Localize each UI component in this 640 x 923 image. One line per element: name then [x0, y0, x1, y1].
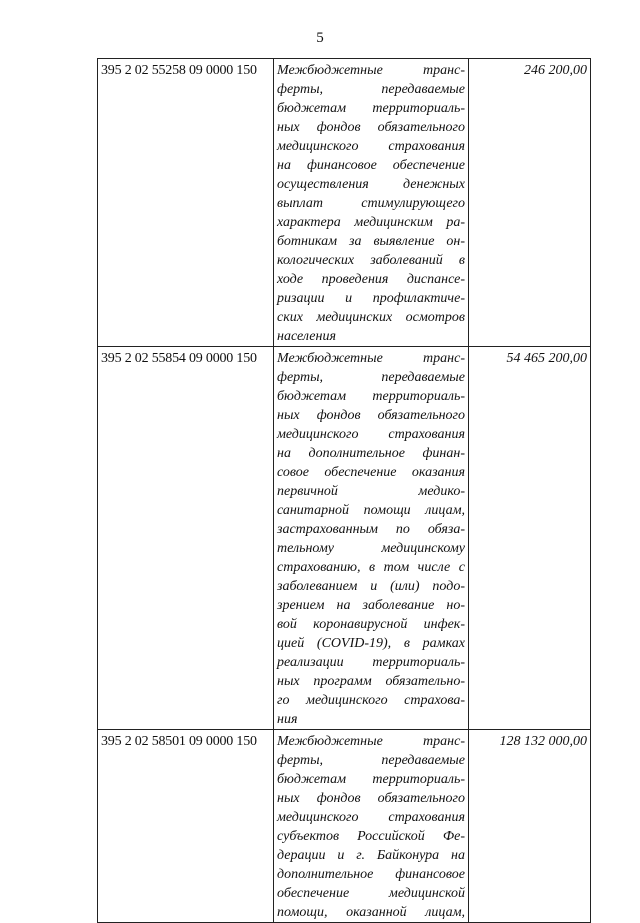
description-line: го медицинского страхова- — [277, 693, 465, 708]
description-line: обеспечение медицинской — [277, 886, 465, 901]
description-line: на дополнительное финан- — [277, 446, 465, 461]
description-line: ных программ обязательно- — [277, 674, 465, 689]
description-line: зрением на заболевание но- — [277, 598, 465, 613]
table-row — [98, 59, 591, 347]
description-line: выплат стимулирующего — [277, 196, 465, 211]
description-line: дерации и г. Байконура на — [277, 848, 465, 863]
description-line: ных фондов обязательного — [277, 791, 465, 806]
description-line: цией (COVID-19), в рамках — [277, 636, 465, 651]
description-line: первичной медико- — [277, 484, 465, 499]
budget-code-cell: 395 2 02 55258 09 0000 150 — [98, 59, 274, 347]
description-line: вой коронавирусной инфек- — [277, 617, 465, 632]
description-line: ходе проведения диспансе- — [277, 272, 465, 287]
description-line: медицинского страхования — [277, 427, 465, 442]
description-line: ферты, передаваемые — [277, 753, 465, 768]
description-line: тельному медицинскому — [277, 541, 465, 556]
budget-code-cell: 395 2 02 58501 09 0000 150 — [98, 730, 274, 923]
amount-cell: 54 465 200,00 — [469, 347, 591, 730]
table-row — [98, 730, 591, 923]
budget-code-cell: 395 2 02 55854 09 0000 150 — [98, 347, 274, 730]
description-line: бюджетам территориаль- — [277, 101, 465, 116]
description-cell — [274, 347, 469, 730]
description-line: ния — [277, 712, 298, 727]
amount-cell: 246 200,00 — [469, 59, 591, 347]
page-number: 5 — [316, 30, 324, 46]
description-line: субъектов Российской Фе- — [277, 829, 465, 844]
description-line: населения — [277, 329, 336, 344]
description-line: Межбюджетные транс- — [277, 351, 465, 366]
description-line: ных фондов обязательного — [277, 408, 465, 423]
description-line: реализации территориаль- — [277, 655, 465, 670]
description-line: бюджетам территориаль- — [277, 389, 465, 404]
description-line: ных фондов обязательного — [277, 120, 465, 135]
description-line: дополнительное финансовое — [277, 867, 465, 882]
budget-table — [97, 58, 591, 923]
table-row — [98, 347, 591, 730]
amount-cell: 128 132 000,00 — [469, 730, 591, 923]
description-cell — [274, 59, 469, 347]
description-line: медицинского страхования — [277, 810, 465, 825]
description-line: медицинского страхования — [277, 139, 465, 154]
description-line: ферты, передаваемые — [277, 370, 465, 385]
description-line: осуществления денежных — [277, 177, 465, 192]
description-line: помощи, оказанной лицам, — [277, 905, 465, 920]
description-line: ферты, передаваемые — [277, 82, 465, 97]
budget-table-body — [98, 59, 591, 923]
description-line: бюджетам территориаль- — [277, 772, 465, 787]
description-cell — [274, 730, 469, 923]
description-line: на финансовое обеспечение — [277, 158, 465, 173]
description-line: ботникам за выявление он- — [277, 234, 465, 249]
description-line: застрахованным по обяза- — [277, 522, 465, 537]
description-line: Межбюджетные транс- — [277, 63, 465, 78]
description-line: Межбюджетные транс- — [277, 734, 465, 749]
description-line: ризации и профилактиче- — [277, 291, 465, 306]
description-line: кологических заболеваний в — [277, 253, 465, 268]
description-line: страхованию, в том числе с — [277, 560, 465, 575]
description-line: санитарной помощи лицам, — [277, 503, 465, 518]
description-line: ских медицинских осмотров — [277, 310, 465, 325]
description-line: характера медицинским ра- — [277, 215, 465, 230]
description-line: совое обеспечение оказания — [277, 465, 465, 480]
description-line: заболеванием и (или) подо- — [277, 579, 465, 594]
